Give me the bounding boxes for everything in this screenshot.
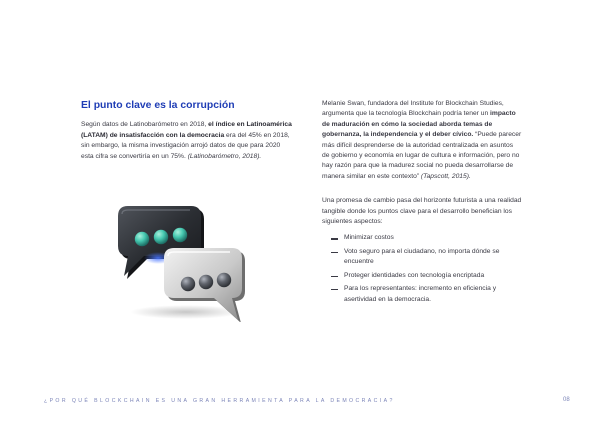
quote-text-bold: impacto de maduración en cómo la sociedad aborda temas de gobernanza, la independencia y el deber cívico. <box>322 110 516 139</box>
intro-text-c: era del 45% en 2018, sin embargo, la misma investigación arrojó datos de que para 2020 esta cifra se convertiría en un 75%. <box>81 131 290 160</box>
list-item-text: Minimizar costos <box>344 234 394 242</box>
teal-dot <box>173 228 187 242</box>
aspects-list <box>322 233 522 304</box>
running-footer: ¿POR QUÉ BLOCKCHAIN ES UNA GRAN HERRAMIENTA PARA LA DEMOCRACIA? <box>44 398 395 404</box>
dash-bullet <box>331 238 338 239</box>
quote-citation: (Tapscott, 2015). <box>420 172 471 180</box>
quote-text-a: Melanie Swan, fundadora del Institute for Blockchain Studies, argumenta que la tecnología Blockchain podría tener un <box>322 100 504 118</box>
list-item <box>322 271 522 281</box>
list-item <box>322 284 522 305</box>
grey-dot <box>181 277 195 291</box>
grey-dot <box>199 275 213 289</box>
spacer <box>322 182 522 196</box>
intro-text-a: Según datos de Latinobarómetro en 2018, <box>81 121 209 128</box>
right-column <box>322 99 522 308</box>
intro-citation: (Latinobarómetro, 2018). <box>187 152 262 160</box>
section-heading: El punto clave es la corrupción <box>81 100 235 111</box>
list-item <box>322 233 522 243</box>
teal-dot <box>154 230 168 244</box>
intro-paragraph <box>81 120 294 162</box>
page-number: 08 <box>563 397 570 403</box>
intro-text-bold: el índice en Latinoamérica (LATAM) de insatisfacción con la democracia <box>81 121 292 139</box>
teal-dot <box>135 232 149 246</box>
list-item-text: Proteger identidades con tecnología encriptada <box>344 271 485 279</box>
list-item-text: Voto seguro para el ciudadano, no importa dónde se encuentre <box>344 247 500 266</box>
grey-dot <box>217 273 231 287</box>
promise-paragraph: Una promesa de cambio pasa del horizonte futurista a una realidad tangible donde los puntos clave para el desarrollo benefician los siguientes aspectos: <box>322 197 522 226</box>
quote-text-c: “Puede parecer más difícil desprenderse de la autoridad centralizada en asuntos de gobierno y economía en lugar de cultura e información, pero no hay razón para que la madurez social no pueda desarrollarse de manera similar en este contexto” <box>322 131 522 180</box>
left-column <box>81 99 294 162</box>
quote-paragraph <box>322 99 522 182</box>
list-item <box>322 247 522 268</box>
chat-bubbles-icon <box>108 200 253 322</box>
dash-bullet <box>331 289 338 290</box>
dash-bullet <box>331 252 338 253</box>
list-item-text: Para los representantes: incremento en eficiencia y asertividad en la democracia. <box>344 285 497 303</box>
dash-bullet <box>331 276 338 277</box>
